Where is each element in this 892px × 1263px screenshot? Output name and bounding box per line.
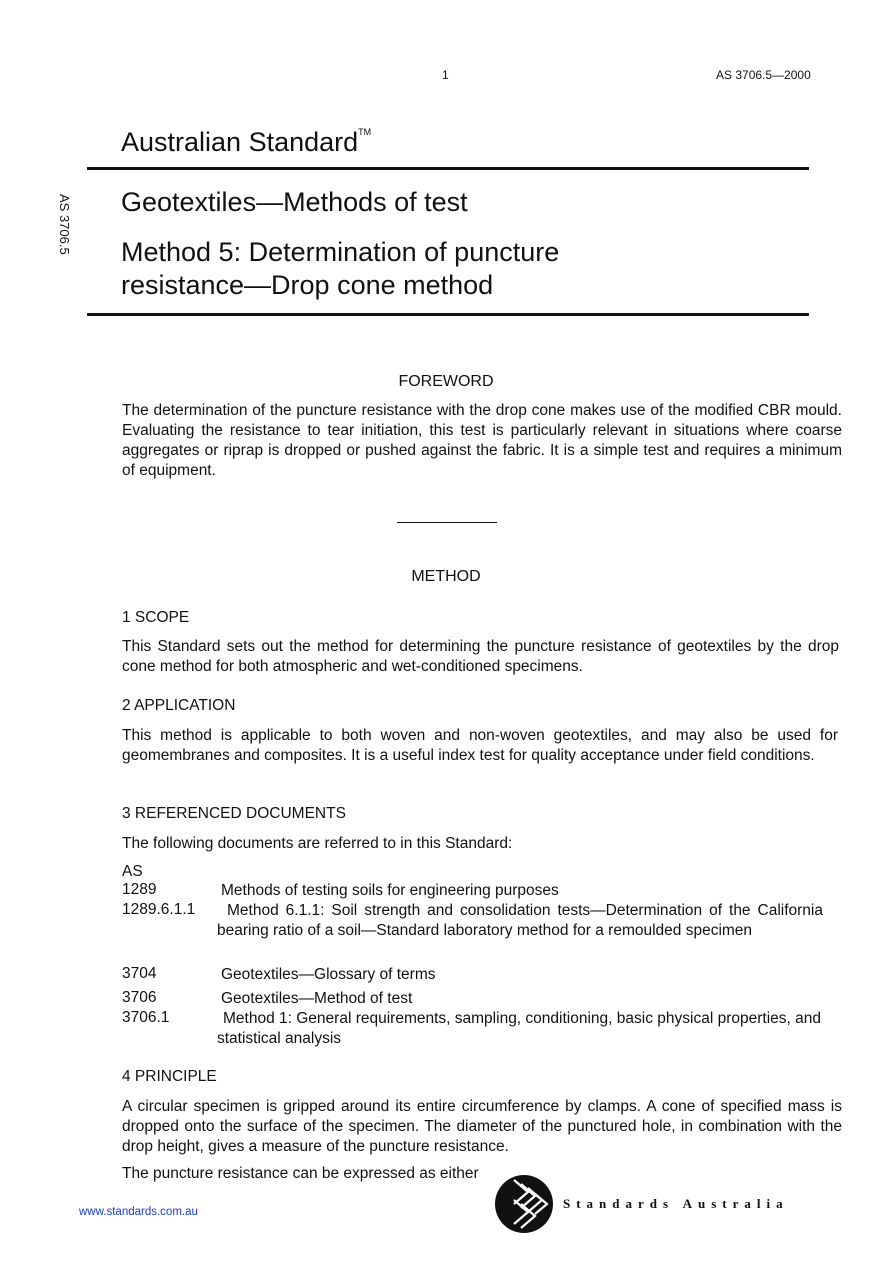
method-heading: METHOD bbox=[411, 568, 481, 585]
application-heading: 2 APPLICATION bbox=[122, 697, 236, 714]
side-doc-label: AS 3706.5 bbox=[57, 194, 72, 255]
top-rule bbox=[87, 167, 809, 170]
ref-title: Method 1: General requirements, sampling, conditioning, basic physical properties, and statistical analysis bbox=[217, 1010, 821, 1047]
ref-title: Geotextiles—Method of test bbox=[221, 990, 413, 1007]
brand-title bbox=[121, 122, 371, 159]
foreword-text: The determination of the puncture resistance with the drop cone makes use of the modified CBR mould. Evaluating the resistance to tear initiation, this test is particularly relevant in situations where coarse aggregates or riprap is dropped or pushed against the fabric. It is a simple test and requires a minimum of equipment. bbox=[122, 402, 842, 479]
footer-url[interactable]: www.standards.com.au bbox=[79, 1206, 198, 1218]
ref-title: Method 6.1.1: Soil strength and consolidation tests—Determination of the California bearing ratio of a soil—Standard laboratory method for a remoulded specimen bbox=[217, 902, 823, 939]
referenced-intro: The following documents are referred to in this Standard: bbox=[122, 835, 513, 852]
foreword-heading: FOREWORD bbox=[398, 373, 494, 390]
principle-text-2: The puncture resistance can be expressed as either bbox=[122, 1165, 479, 1182]
brand-name: Australian Standard bbox=[121, 127, 359, 157]
page-title: Geotextiles—Methods of test bbox=[121, 187, 468, 217]
ref-code: 3704 bbox=[122, 965, 157, 982]
principle-heading: 4 PRINCIPLE bbox=[122, 1068, 217, 1085]
ref-title: Methods of testing soils for engineering purposes bbox=[221, 882, 559, 899]
principle-text: A circular specimen is gripped around its entire circumference by clamps. A cone of specified mass is dropped onto the surface of the specimen. The diameter of the punctured hole, in combination with the drop height, gives a measure of the puncture resistance. bbox=[122, 1098, 842, 1155]
subtitle-line2: resistance—Drop cone method bbox=[121, 270, 494, 300]
referenced-group: AS bbox=[122, 863, 143, 880]
scope-text: This Standard sets out the method for determining the puncture resistance of geotextiles by the drop cone method for both atmospheric and wet-conditioned specimens. bbox=[122, 638, 839, 675]
subtitle-line1: Method 5: Determination of puncture bbox=[121, 237, 560, 267]
referenced-heading: 3 REFERENCED DOCUMENTS bbox=[122, 805, 346, 822]
doc-code: AS 3706.5—2000 bbox=[716, 68, 811, 82]
page-number: 1 bbox=[442, 68, 449, 82]
standards-logo-icon bbox=[494, 1174, 554, 1234]
standards-logo-text: Standards Australia bbox=[563, 1196, 789, 1211]
trademark: TM bbox=[358, 127, 372, 137]
ref-code: 1289.6.1.1 bbox=[122, 901, 196, 918]
divider bbox=[397, 522, 497, 523]
ref-title: Geotextiles—Glossary of terms bbox=[221, 966, 436, 983]
bottom-rule bbox=[87, 313, 809, 316]
application-text: This method is applicable to both woven and non-woven geotextiles, and may also be used for geomembranes and composites. It is a useful index test for quality acceptance under field conditions. bbox=[122, 727, 838, 764]
ref-code: 3706.1 bbox=[122, 1009, 170, 1026]
ref-code: 1289 bbox=[122, 881, 157, 898]
ref-code: 3706 bbox=[122, 989, 157, 1006]
scope-heading: 1 SCOPE bbox=[122, 609, 190, 626]
